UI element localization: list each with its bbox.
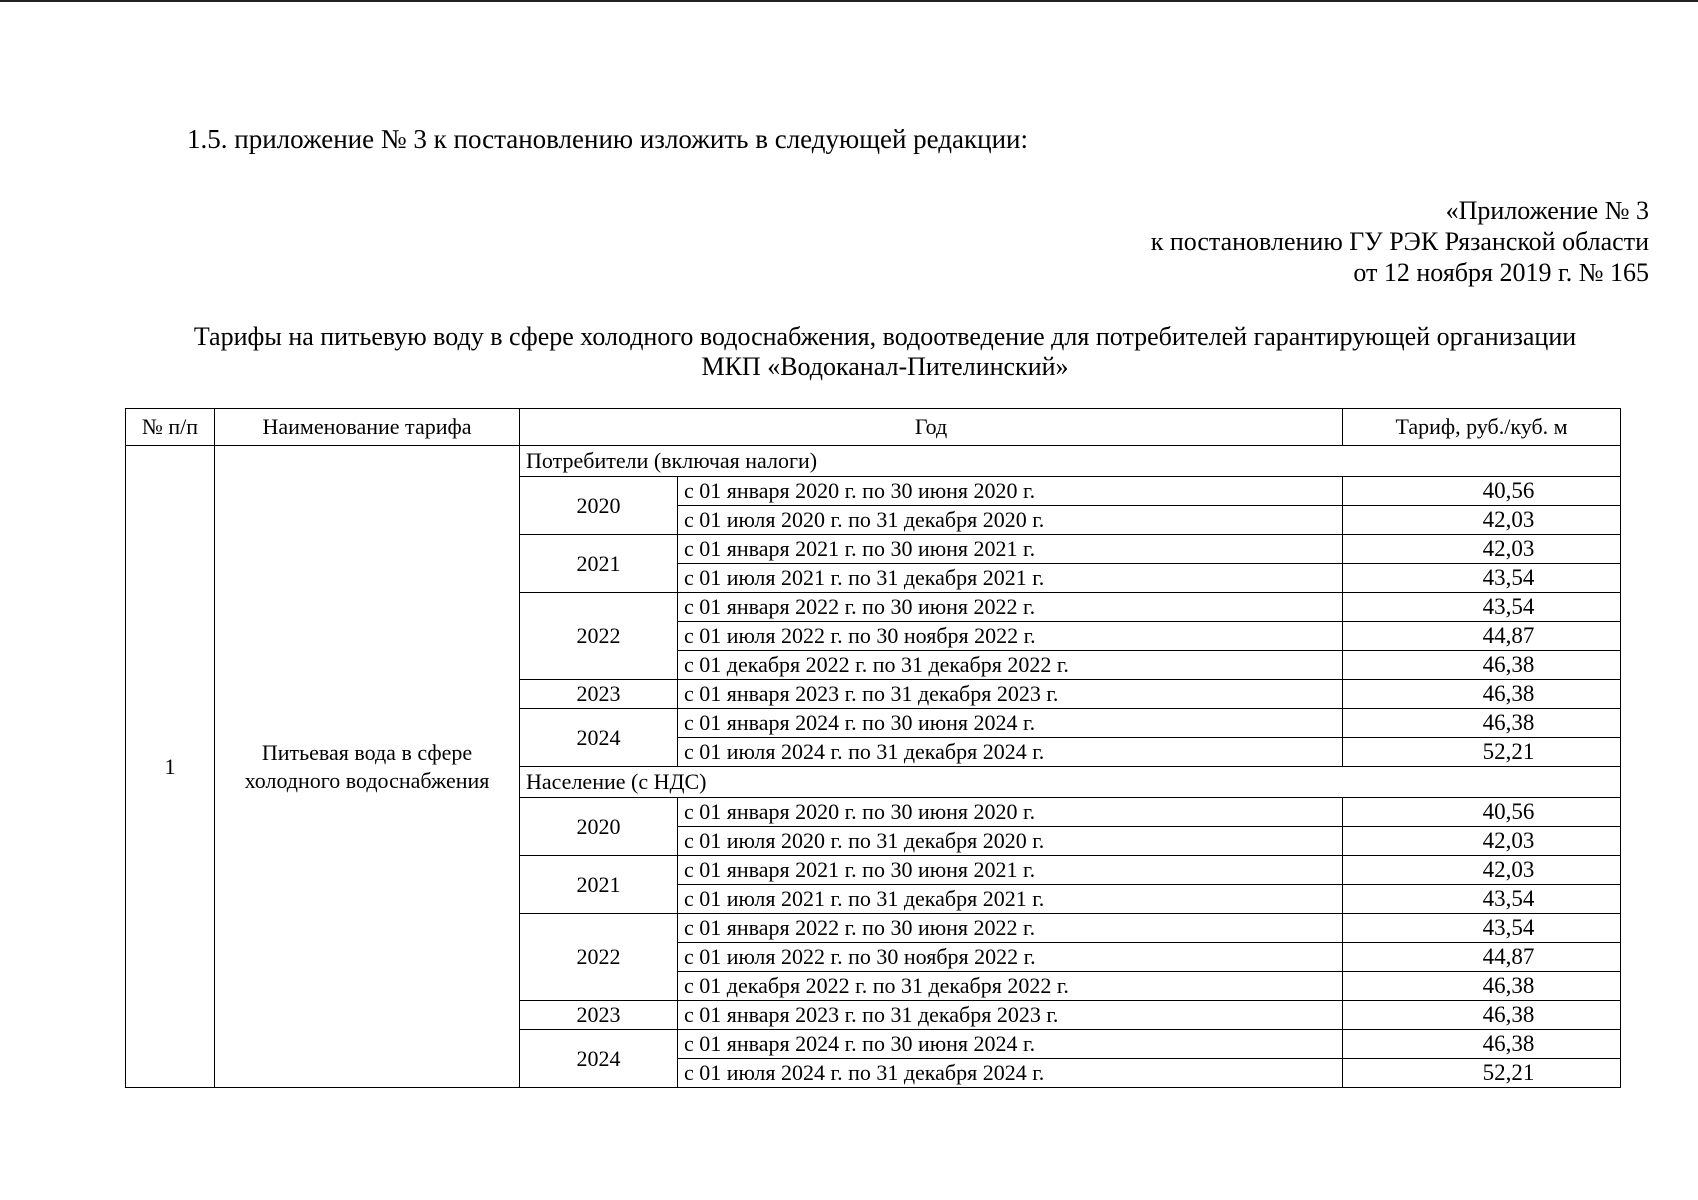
period-cell: с 01 июля 2022 г. по 30 ноября 2022 г. xyxy=(678,943,1343,972)
year-cell: 2020 xyxy=(520,477,678,535)
tariff-value: 43,54 xyxy=(1343,593,1621,622)
year-cell: 2023 xyxy=(520,680,678,709)
period-cell: с 01 января 2021 г. по 30 июня 2021 г. xyxy=(678,856,1343,885)
document-title-line-1: Тарифы на питьевую воду в сфере холодного водоснабжения, водоотведение для потребителей гарантирующей организации xyxy=(193,322,1577,351)
year-cell: 2022 xyxy=(520,914,678,1001)
header-year: Год xyxy=(520,409,1343,446)
period-cell: с 01 января 2023 г. по 31 декабря 2023 г. xyxy=(678,1001,1343,1030)
tariff-value: 46,38 xyxy=(1343,972,1621,1001)
tariff-value: 43,54 xyxy=(1343,564,1621,593)
period-cell: с 01 января 2021 г. по 30 июня 2021 г. xyxy=(678,535,1343,564)
period-cell: с 01 декабря 2022 г. по 31 декабря 2022 г. xyxy=(678,972,1343,1001)
row-number: 1 xyxy=(126,446,215,1088)
tariff-value: 52,21 xyxy=(1343,738,1621,767)
document-title xyxy=(120,322,1650,382)
period-cell: с 01 июля 2022 г. по 30 ноября 2022 г. xyxy=(678,622,1343,651)
document-title-line-2: МКП «Водоканал-Пителинский» xyxy=(701,352,1069,381)
tariff-value: 43,54 xyxy=(1343,885,1621,914)
tariff-table xyxy=(125,408,1621,1088)
period-cell: с 01 января 2023 г. по 31 декабря 2023 г. xyxy=(678,680,1343,709)
header-tariff: Тариф, руб./куб. м xyxy=(1343,409,1621,446)
year-cell: 2020 xyxy=(520,798,678,856)
table-header-row xyxy=(126,409,1621,446)
consumer-group-label: Потребители (включая налоги) xyxy=(520,446,1621,477)
period-cell: с 01 января 2024 г. по 30 июня 2024 г. xyxy=(678,1030,1343,1059)
period-cell: с 01 декабря 2022 г. по 31 декабря 2022 г. xyxy=(678,651,1343,680)
tariff-value: 46,38 xyxy=(1343,1001,1621,1030)
group-row xyxy=(126,446,1621,477)
tariff-value: 46,38 xyxy=(1343,680,1621,709)
appendix-line-3: от 12 ноября 2019 г. № 165 xyxy=(1353,258,1649,287)
period-cell: с 01 января 2020 г. по 30 июня 2020 г. xyxy=(678,477,1343,506)
period-cell: с 01 января 2020 г. по 30 июня 2020 г. xyxy=(678,798,1343,827)
year-cell: 2023 xyxy=(520,1001,678,1030)
tariff-value: 46,38 xyxy=(1343,651,1621,680)
tariff-value: 42,03 xyxy=(1343,827,1621,856)
appendix-header xyxy=(1151,195,1649,288)
table-body xyxy=(126,446,1621,1088)
year-cell: 2021 xyxy=(520,856,678,914)
tariff-value: 52,21 xyxy=(1343,1059,1621,1088)
period-cell: с 01 января 2022 г. по 30 июня 2022 г. xyxy=(678,914,1343,943)
tariff-value: 42,03 xyxy=(1343,506,1621,535)
period-cell: с 01 июля 2021 г. по 31 декабря 2021 г. xyxy=(678,564,1343,593)
consumer-group-label: Население (с НДС) xyxy=(520,767,1621,798)
page-top-border xyxy=(0,0,1698,2)
period-cell: с 01 января 2024 г. по 30 июня 2024 г. xyxy=(678,709,1343,738)
year-cell: 2024 xyxy=(520,709,678,767)
tariff-value: 42,03 xyxy=(1343,856,1621,885)
tariff-name-line-2: холодного водоснабжения xyxy=(244,767,490,793)
period-cell: с 01 июля 2024 г. по 31 декабря 2024 г. xyxy=(678,1059,1343,1088)
tariff-name xyxy=(215,446,520,1088)
period-cell: с 01 июля 2021 г. по 31 декабря 2021 г. xyxy=(678,885,1343,914)
tariff-value: 43,54 xyxy=(1343,914,1621,943)
tariff-value: 40,56 xyxy=(1343,477,1621,506)
period-cell: с 01 января 2022 г. по 30 июня 2022 г. xyxy=(678,593,1343,622)
tariff-value: 46,38 xyxy=(1343,1030,1621,1059)
tariff-name-line-1: Питьевая вода в сфере xyxy=(261,739,473,765)
header-name: Наименование тарифа xyxy=(215,409,520,446)
year-cell: 2022 xyxy=(520,593,678,680)
tariff-value: 44,87 xyxy=(1343,943,1621,972)
tariff-value: 40,56 xyxy=(1343,798,1621,827)
tariff-value: 42,03 xyxy=(1343,535,1621,564)
header-num: № п/п xyxy=(126,409,215,446)
year-cell: 2024 xyxy=(520,1030,678,1088)
tariff-value: 44,87 xyxy=(1343,622,1621,651)
appendix-line-1: «Приложение № 3 xyxy=(1445,196,1649,225)
appendix-line-2: к постановлению ГУ РЭК Рязанской области xyxy=(1150,227,1649,256)
period-cell: с 01 июля 2020 г. по 31 декабря 2020 г. xyxy=(678,827,1343,856)
tariff-value: 46,38 xyxy=(1343,709,1621,738)
year-cell: 2021 xyxy=(520,535,678,593)
period-cell: с 01 июля 2024 г. по 31 декабря 2024 г. xyxy=(678,738,1343,767)
intro-paragraph: 1.5. приложение № 3 к постановлению изложить в следующей редакции: xyxy=(187,124,1028,154)
period-cell: с 01 июля 2020 г. по 31 декабря 2020 г. xyxy=(678,506,1343,535)
